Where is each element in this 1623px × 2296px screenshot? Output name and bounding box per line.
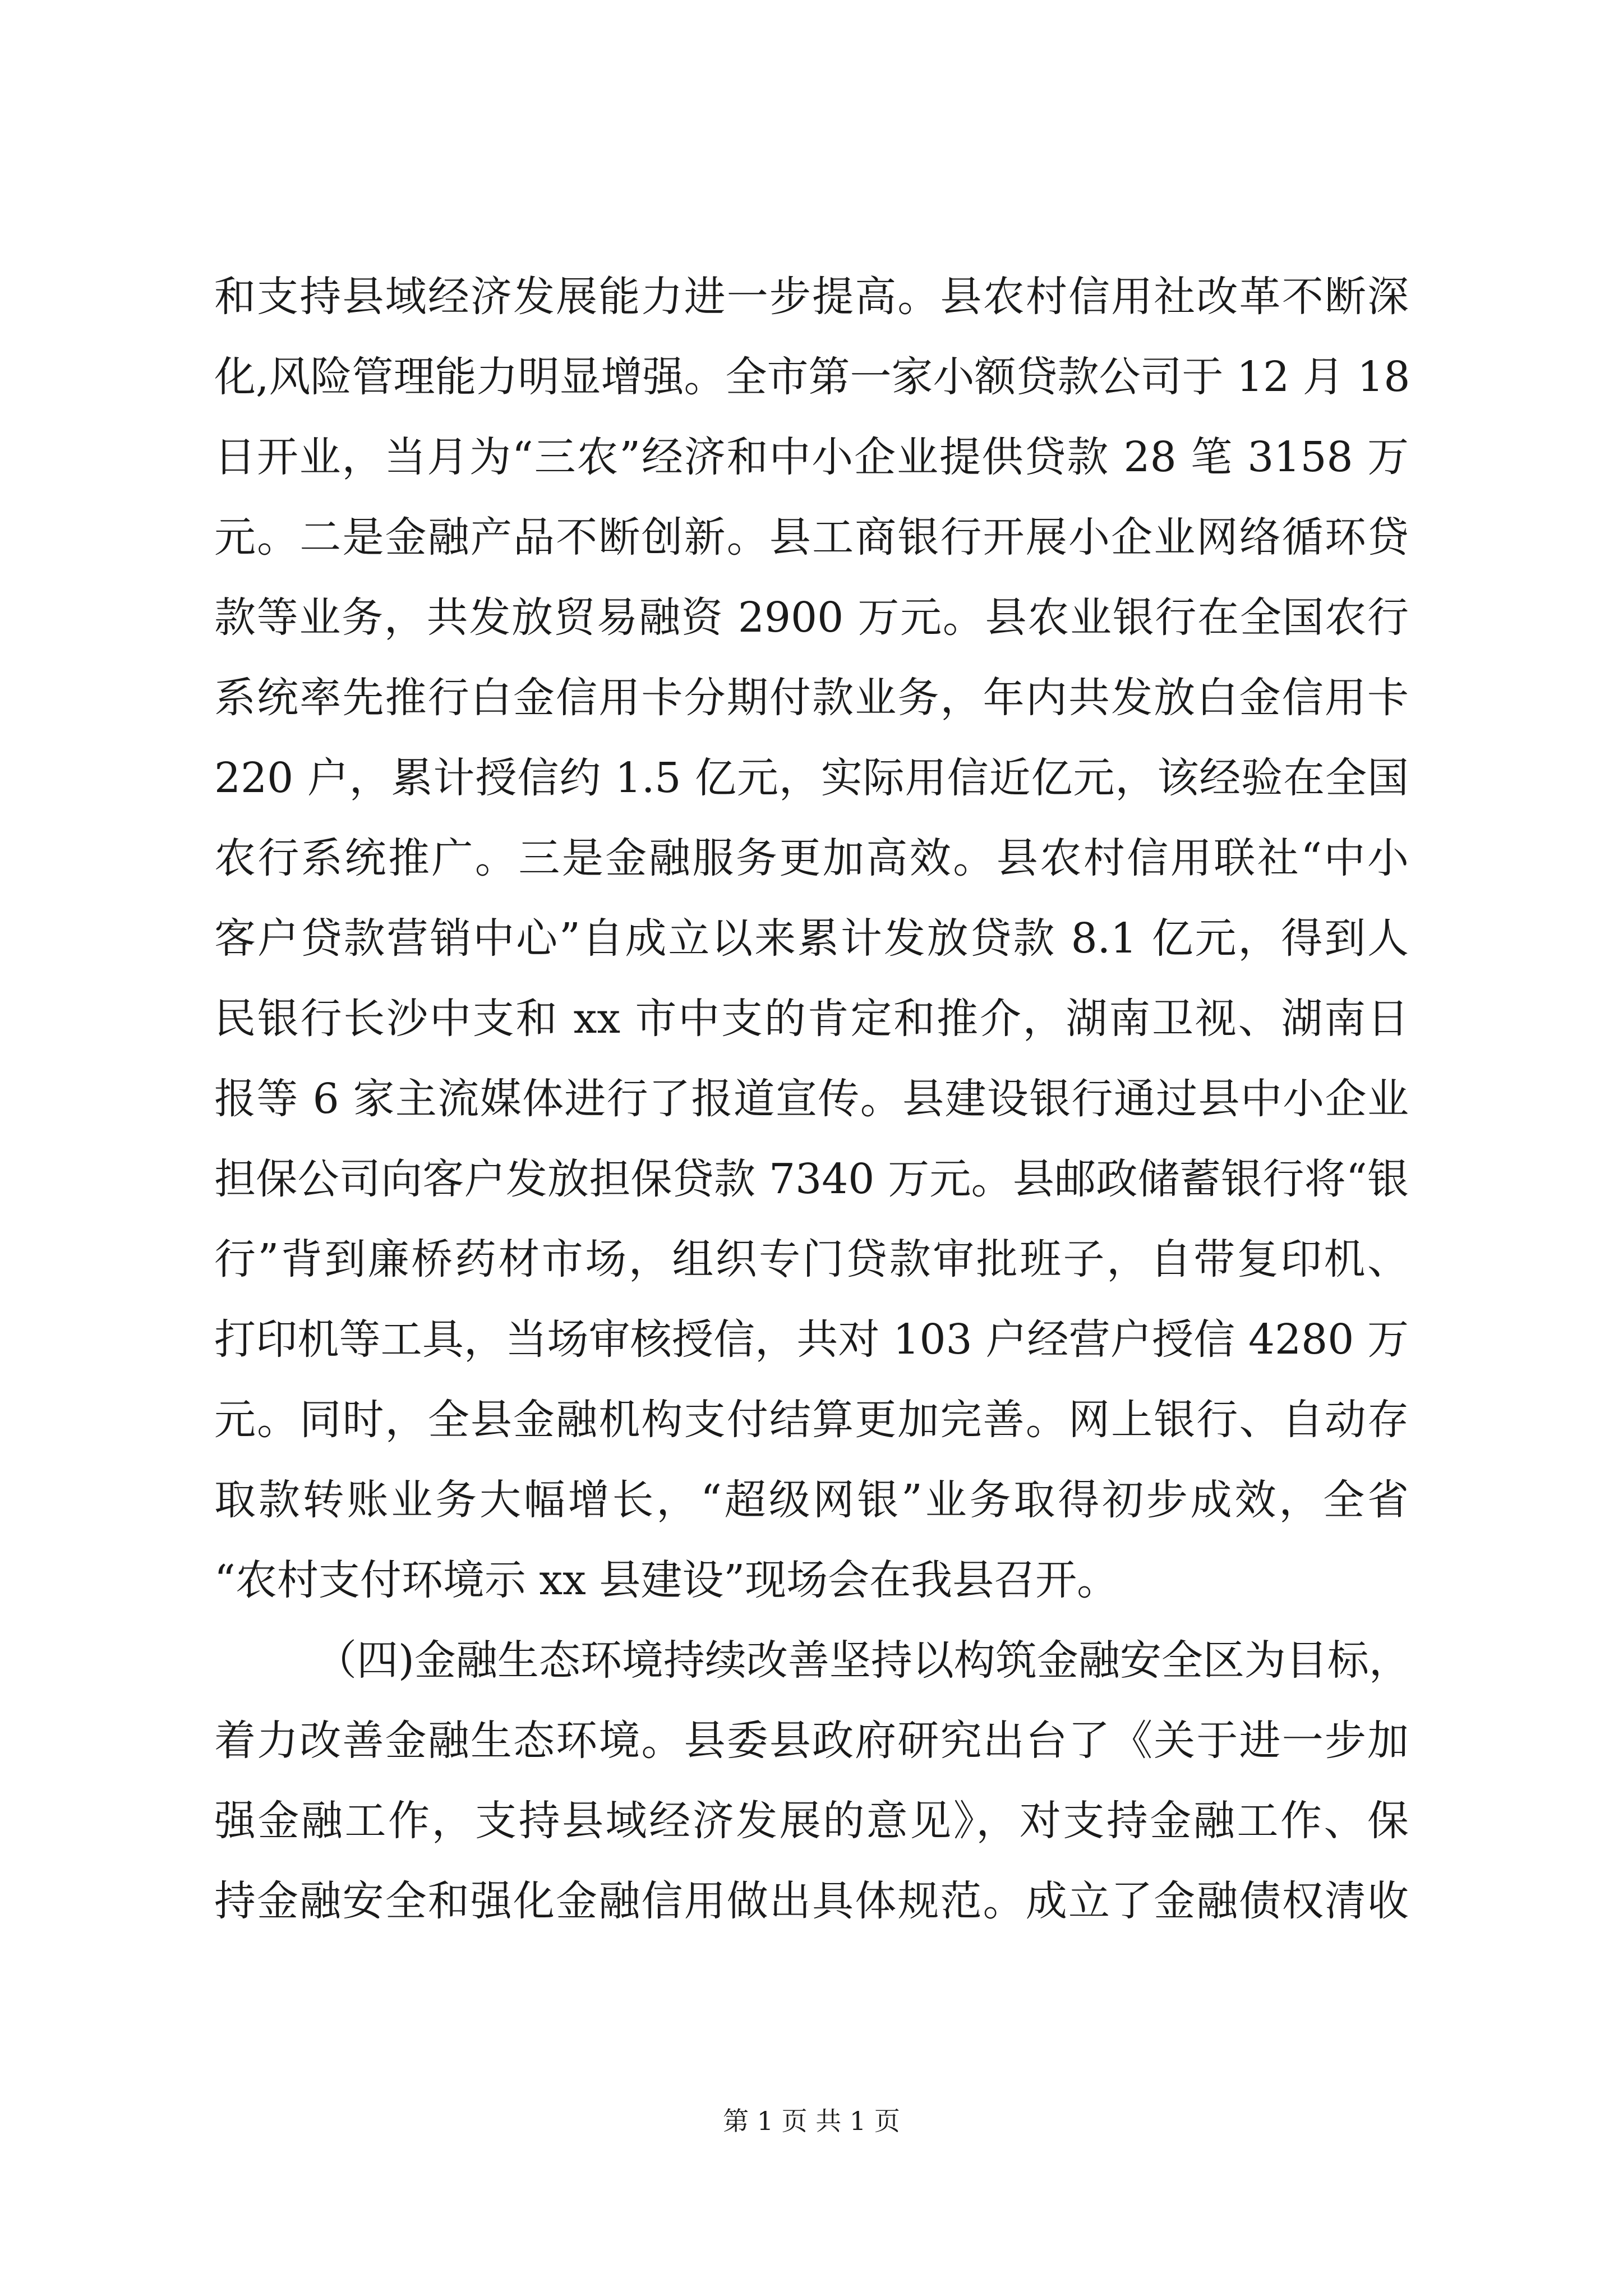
text-line: 农行系统推广。三是金融服务更加高效。县农村信用联社“中小 bbox=[214, 834, 1409, 882]
text-line: 担保公司向客户发放担保贷款 7340 万元。县邮政储蓄银行将“银 bbox=[214, 1155, 1409, 1203]
text-line: 客户贷款营销中心”自成立以来累计发放贷款 8.1 亿元，得到人 bbox=[214, 914, 1409, 963]
page-footer: 第 1 页 共 1 页 bbox=[723, 2106, 900, 2136]
text-line: 220 户，累计授信约 1.5 亿元，实际用信近亿元，该经验在全国 bbox=[214, 754, 1409, 802]
text-line-paragraph-start: （四)金融生态环境持续改善坚持以构筑金融安全区为目标， bbox=[315, 1636, 1410, 1685]
text-line: 化,风险管理能力明显增强。全市第一家小额贷款公司于 12 月 18 bbox=[214, 353, 1410, 401]
text-line: 民银行长沙中支和 xx 市中支的肯定和推介，湖南卫视、湖南日 bbox=[214, 995, 1409, 1043]
text-line: 日开业，当月为“三农”经济和中小企业提供贷款 28 笔 3158 万 bbox=[214, 433, 1409, 481]
text-line-paragraph-end: “农村支付环境示 xx 县建设”现场会在我县召开。 bbox=[214, 1556, 1119, 1604]
text-line: 强金融工作，支持县域经济发展的意见》，对支持金融工作、保 bbox=[214, 1797, 1409, 1845]
text-line: 系统率先推行白金信用卡分期付款业务，年内共发放白金信用卡 bbox=[214, 674, 1409, 722]
document-body bbox=[214, 257, 1409, 1941]
text-line: 款等业务，共发放贸易融资 2900 万元。县农业银行在全国农行 bbox=[214, 593, 1409, 642]
text-line: 报等 6 家主流媒体进行了报道宣传。县建设银行通过县中小企业 bbox=[214, 1075, 1409, 1123]
text-line: 和支持县域经济发展能力进一步提高。县农村信用社改革不断深 bbox=[214, 273, 1409, 321]
text-line: 元。同时，全县金融机构支付结算更加完善。网上银行、自动存 bbox=[214, 1396, 1409, 1444]
text-line: 持金融安全和强化金融信用做出具体规范。成立了金融债权清收 bbox=[214, 1877, 1409, 1925]
text-line: 着力改善金融生态环境。县委县政府研究出台了《关于进一步加 bbox=[214, 1717, 1409, 1765]
text-line: 打印机等工具，当场审核授信，共对 103 户经营户授信 4280 万 bbox=[214, 1315, 1409, 1364]
text-line: 取款转账业务大幅增长，“超级网银”业务取得初步成效，全省 bbox=[214, 1476, 1409, 1524]
text-line: 行”背到廉桥药材市场，组织专门贷款审批班子，自带复印机、 bbox=[214, 1235, 1409, 1283]
text-line: 元。二是金融产品不断创新。县工商银行开展小企业网络循环贷 bbox=[214, 513, 1409, 562]
